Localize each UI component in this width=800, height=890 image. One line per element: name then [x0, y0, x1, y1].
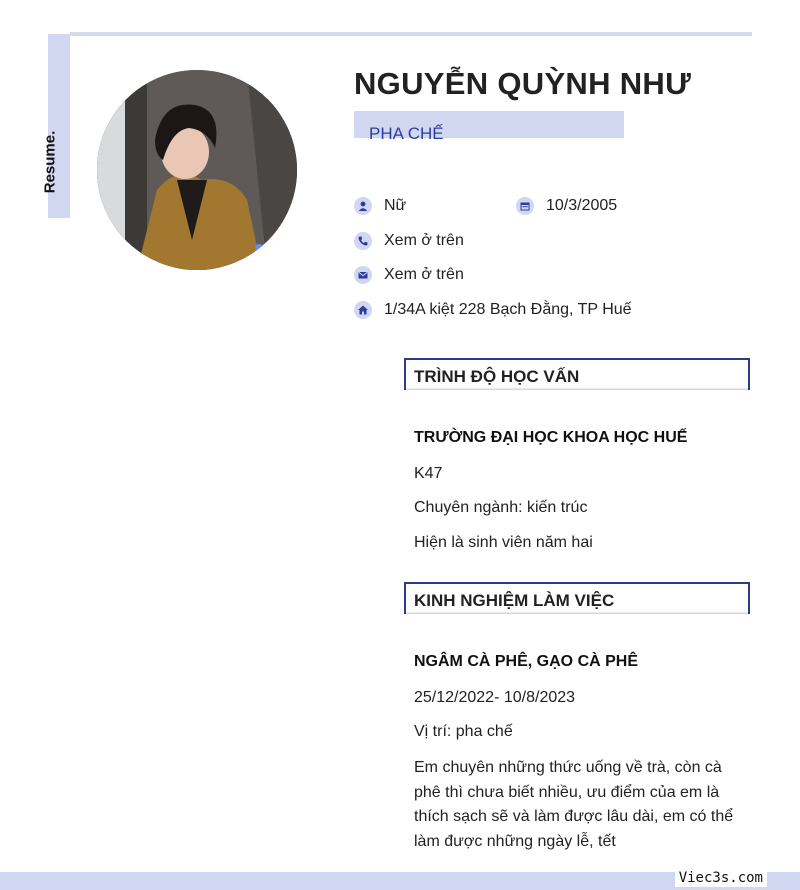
- full-name: NGUYỄN QUỲNH NHƯ: [354, 66, 692, 101]
- experience-heading: KINH NGHIỆM LÀM VIỆC: [414, 591, 615, 610]
- education-heading: TRÌNH ĐỘ HỌC VẤN: [414, 367, 580, 386]
- email-value: Xem ở trên: [384, 266, 464, 283]
- work-period: 25/12/2022- 10/8/2023: [414, 689, 576, 706]
- email-icon: [354, 266, 372, 284]
- address-row: [354, 301, 632, 319]
- school-name: TRƯỜNG ĐẠI HỌC KHOA HỌC HUẾ: [414, 429, 688, 446]
- education-line: K47: [414, 465, 443, 482]
- profile-photo: [97, 70, 297, 270]
- birthday-value: 10/3/2005: [546, 197, 618, 214]
- home-icon: [354, 301, 372, 319]
- company-name: NGÂM CÀ PHÊ, GẠO CÀ PHÊ: [414, 653, 639, 670]
- phone-value: Xem ở trên: [384, 232, 464, 249]
- email-row: [354, 266, 464, 284]
- experience-header: [404, 582, 750, 614]
- work-description: Em chuyên những thức uống về trà, còn cà phê thì chưa biết nhiều, ưu điểm của em là thích sạch sẽ và làm được lâu dài, em có thể làm được những ngày lễ, tết: [414, 759, 734, 850]
- education-line: Chuyên ngành: kiến trúc: [414, 499, 588, 516]
- watermark: Viec3s.com: [675, 869, 767, 887]
- top-rule: [70, 32, 752, 36]
- phone-row: [354, 232, 464, 250]
- work-position: Vị trí: pha chế: [414, 723, 513, 740]
- phone-icon: [354, 232, 372, 250]
- resume-label: Resume.: [41, 130, 59, 194]
- gender-row: [354, 197, 406, 215]
- calendar-icon: [516, 197, 534, 215]
- education-line: Hiện là sinh viên năm hai: [414, 534, 593, 551]
- birthday-row: [516, 197, 617, 215]
- job-title: PHA CHẾ: [369, 124, 444, 143]
- user-icon: [354, 197, 372, 215]
- education-header: [404, 358, 750, 390]
- gender-value: Nữ: [384, 197, 407, 214]
- address-value: 1/34A kiệt 228 Bạch Đằng, TP Huế: [384, 301, 632, 318]
